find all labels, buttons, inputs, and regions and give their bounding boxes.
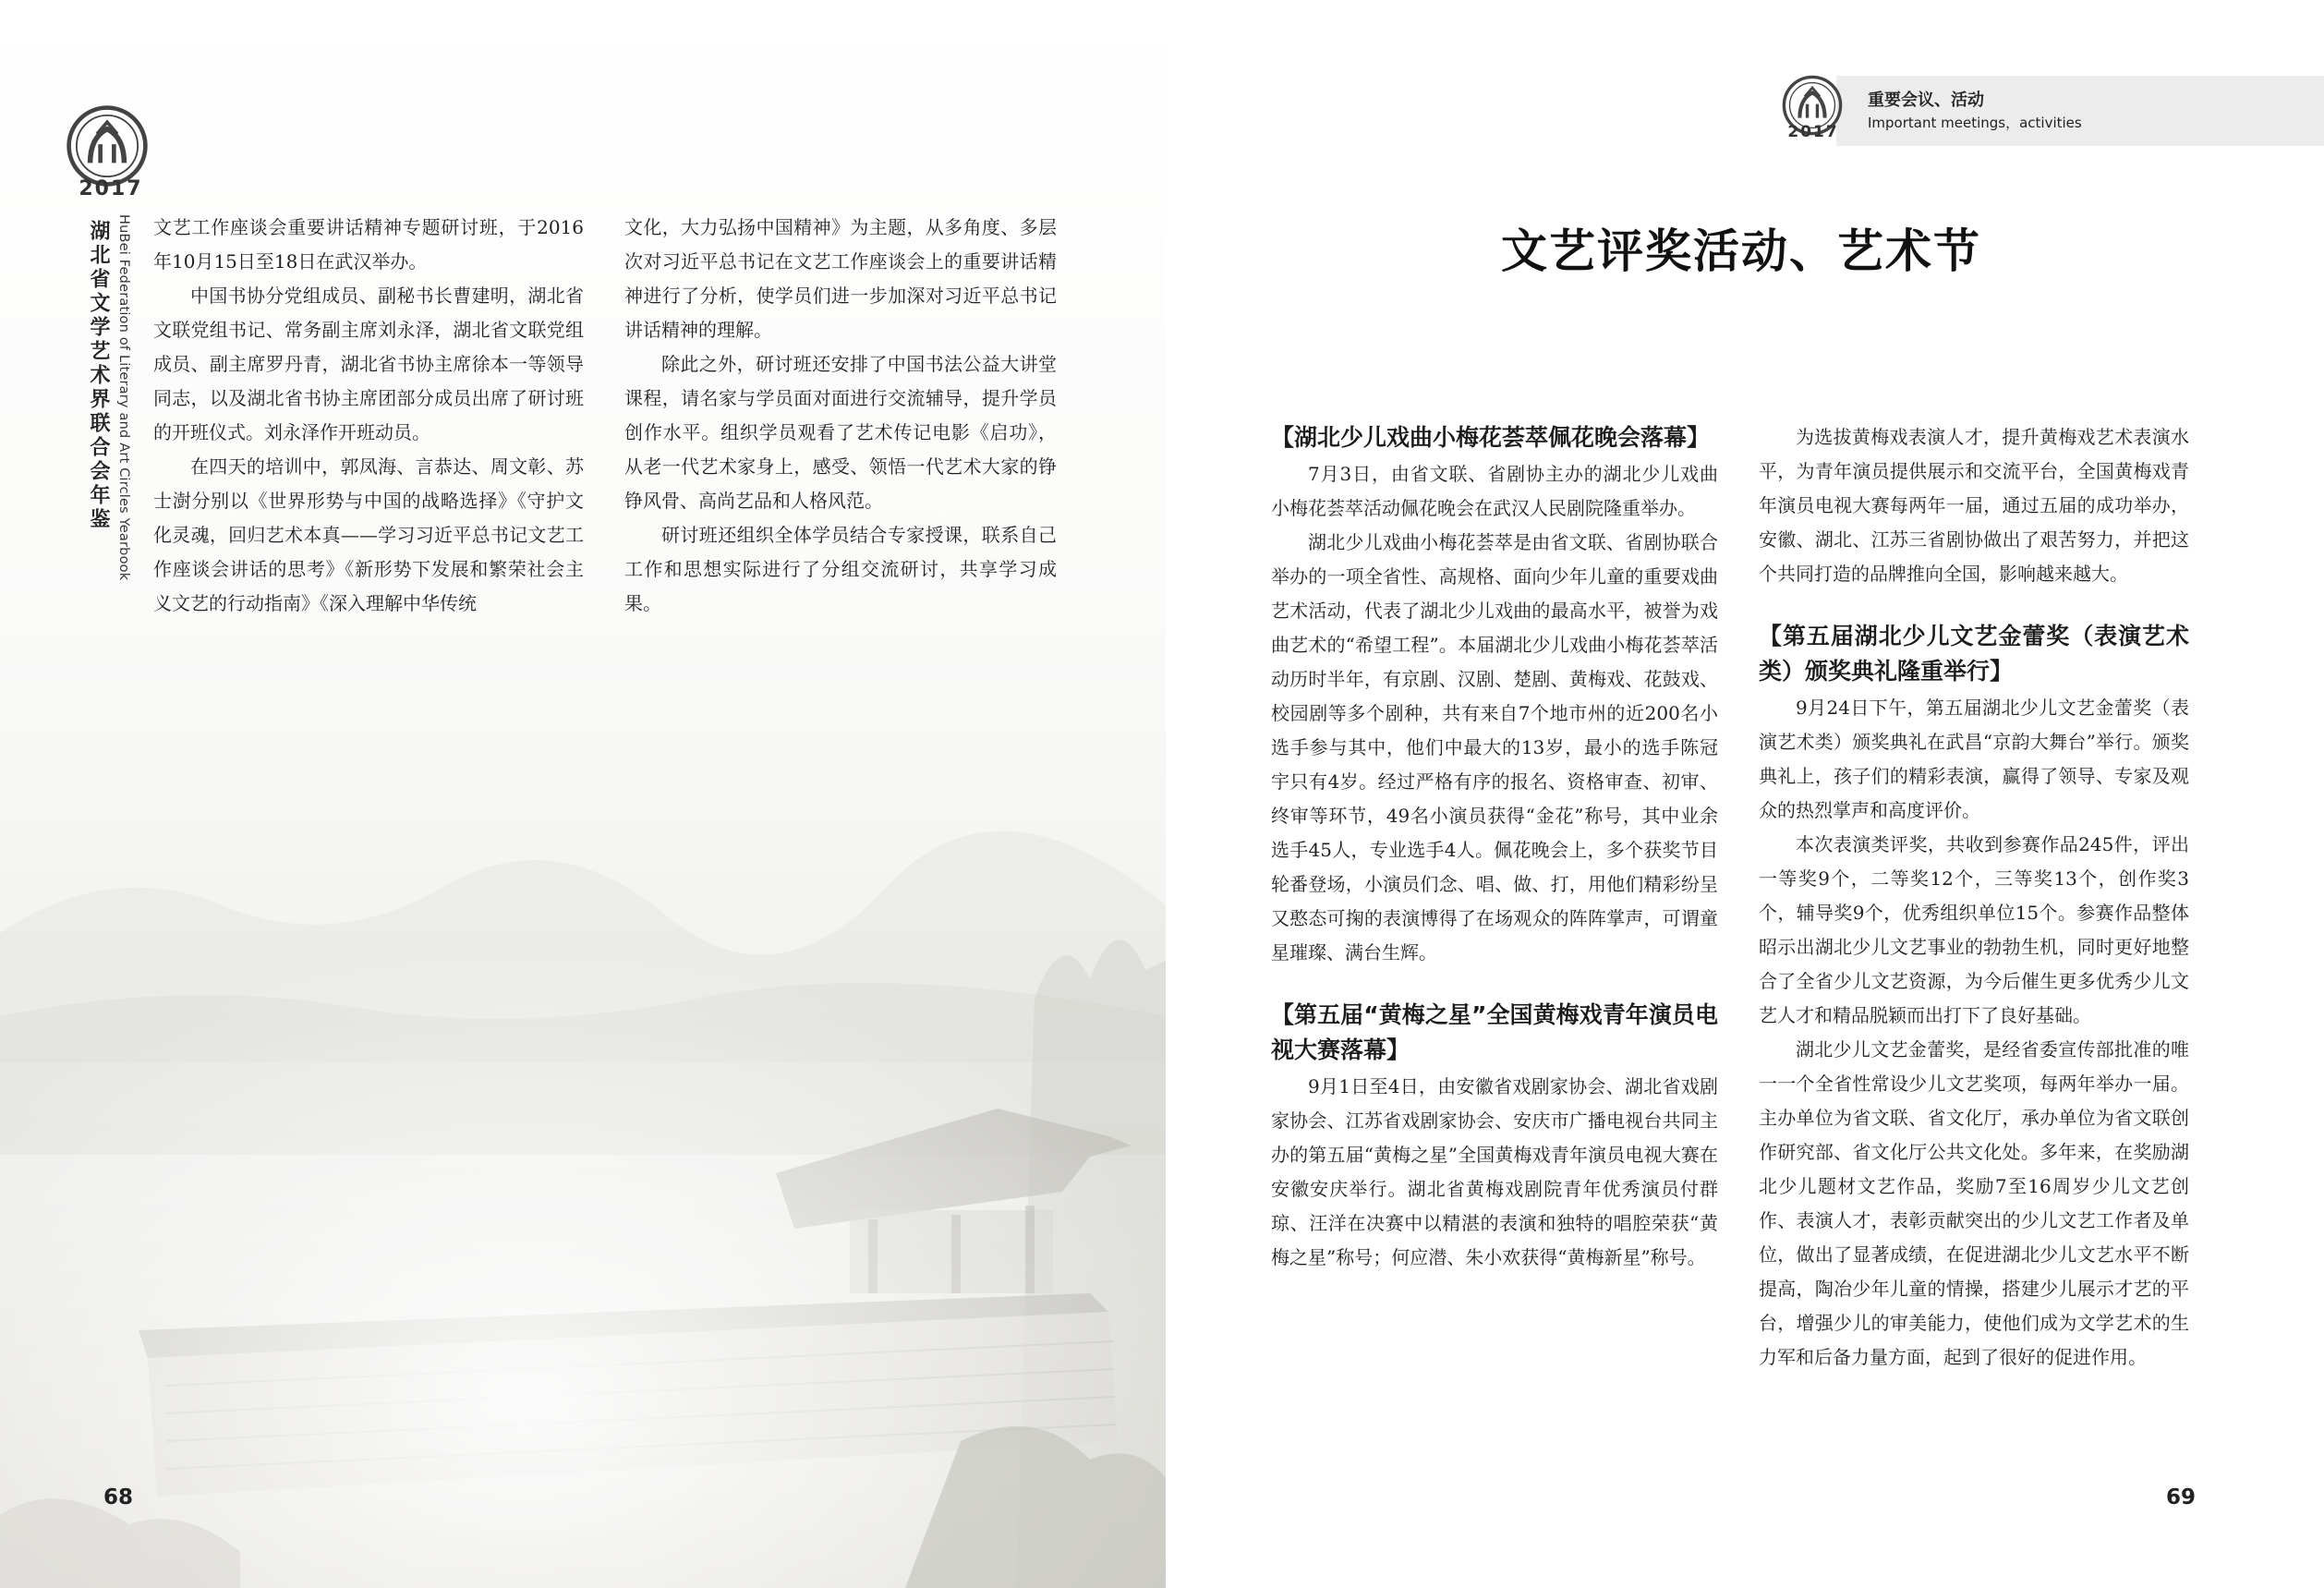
paragraph: 湖北少儿文艺金蕾奖，是经省委宣传部批准的唯一一个全省性常设少儿文艺奖项，每两年举办一届。主办单位为省文联、省文化厅，承办单位为省文联创作研究部、省文化厅公共文化处。多年来，在奖励湖北少儿题材文艺作品，奖励7至16周岁少儿文艺创作、表演人才，表彰贡献突出的少儿文艺工作者及单位，做出了显著成绩，在促进湖北少儿文艺水平不断提高，陶冶少年儿童的情操，搭建少儿展示才艺的平台，增强少儿的审美能力，使他们成为文学艺术的生力军和后备力量方面，起到了很好的促进作用。 xyxy=(1759,1038,2189,1368)
section-header-zh: 重要会议、活动 xyxy=(1868,91,1984,110)
paragraph: 除此之外，研讨班还安排了中国书法公益大讲堂课程，请名家与学员面对面进行交流辅导，提升学员创作水平。组织学员观看了艺术传记电影《启功》，从老一代艺术家身上，感受、领悟一代艺术大家的铮铮风骨、高尚艺品和人格风范。 xyxy=(624,353,1057,512)
paragraph: 7月3日，由省文联、省剧协主办的湖北少儿戏曲小梅花荟萃活动佩花晚会在武汉人民剧院隆重举办。 xyxy=(1271,463,1718,519)
left-text-column-2 xyxy=(624,211,1057,621)
page-title: 文艺评奖活动、艺术节 xyxy=(1501,224,1981,278)
paragraph: 文化，大力弘扬中国精神》为主题，从多角度、多层次对习近平总书记在文艺工作座谈会上的重要讲话精神进行了分析，使学员们进一步加深对习近平总书记讲话精神的理解。 xyxy=(624,216,1057,341)
paragraph: 为选拔黄梅戏表演人才，提升黄梅戏艺术表演水平，为青年演员提供展示和交流平台，全国黄梅戏青年演员电视大赛每两年一届，通过五届的成功举办，安徽、湖北、江苏三省剧协做出了艰苦努力，并把这个共同打造的品牌推向全国，影响越来越大。 xyxy=(1759,426,2189,585)
left-text-column-1 xyxy=(153,211,584,621)
paragraph: 研讨班还组织全体学员结合专家授课，联系自己工作和思想实际进行了分组交流研讨，共享学习成果。 xyxy=(624,524,1057,614)
year-label: 2017 xyxy=(1787,123,1839,141)
section-header-en: Important meetings，activities xyxy=(1868,115,2082,131)
article-heading: 【湖北少儿戏曲小梅花荟萃佩花晚会落幕】 xyxy=(1271,424,1711,451)
paragraph: 9月24日下午，第五届湖北少儿文艺金蕾奖（表演艺术类）颁奖典礼在武昌“京韵大舞台”举行。颁奖典礼上，孩子们的精彩表演，赢得了领导、专家及观众的热烈掌声和高度评价。 xyxy=(1759,697,2189,821)
paragraph: 本次表演类评奖，共收到参赛作品245件，评出一等奖9个，二等奖12个，三等奖13个，创作奖3个，辅导奖9个，优秀组织单位15个。参赛作品整体昭示出湖北少儿文艺事业的勃勃生机，同时更好地整合了全省少儿文艺资源，为今后催生更多优秀少儿文艺人才和精品脱颖而出打下了良好基础。 xyxy=(1759,833,2189,1026)
yearbook-title-en: HuBei Federation of Literary and Art Circles Yearbook xyxy=(116,214,131,581)
page-number-right: 69 xyxy=(2166,1485,2197,1509)
paragraph: 中国书协分党组成员、副秘书长曹建明，湖北省文联党组书记、常务副主席刘永泽，湖北省文联党组成员、副主席罗丹青，湖北省书协主席徐本一等领导同志，以及湖北省书协主席团部分成员出席了研讨班的开班仪式。刘永泽作开班动员。 xyxy=(153,285,584,443)
paragraph: 湖北少儿戏曲小梅花荟萃是由省文联、省剧协联合举办的一项全省性、高规格、面向少年儿童的重要戏曲艺术活动，代表了湖北少儿戏曲的最高水平，被誉为戏曲艺术的“希望工程”。本届湖北少儿戏曲小梅花荟萃活动历时半年，有京剧、汉剧、楚剧、黄梅戏、花鼓戏、校园剧等多个剧种，共有来自7个地市州的近200名小选手参与其中，他们中最大的13岁，最小的选手陈冠宇只有4岁。经过严格有序的报名、资格审查、初审、终审等环节，49名小演员获得“金花”称号，其中业余选手45人，专业选手4人。佩花晚会上，多个获奖节目轮番登场，小演员们念、唱、做、打，用他们精彩纷呈又憨态可掬的表演博得了在场观众的阵阵掌声，可谓童星璀璨、满台生辉。 xyxy=(1271,531,1718,964)
paragraph: 在四天的培训中，郭凤海、言恭达、周文彰、苏士澍分别以《世界形势与中国的战略选择》《守护文化灵魂，回归艺术本真——学习习近平总书记文艺工作座谈会讲话的思考》《新形势下发展和繁荣社会主义文艺的行动指南》《深入理解中华传统 xyxy=(153,455,584,614)
article-heading: 【第五届“黄梅之星”全国黄梅戏青年演员电视大赛落幕】 xyxy=(1271,1001,1718,1063)
year-label: 2017 xyxy=(79,177,143,200)
right-text-column-1 xyxy=(1271,420,1718,1275)
paragraph: 文艺工作座谈会重要讲话精神专题研讨班，于2016年10月15日至18日在武汉举办。 xyxy=(153,216,584,273)
right-text-column-2 xyxy=(1759,420,2189,1375)
article-heading: 【第五届湖北少儿文艺金蕾奖（表演艺术类）颁奖典礼隆重举行】 xyxy=(1759,623,2189,685)
federation-logo xyxy=(65,103,150,188)
yearbook-title-zh: 湖北省文学艺术界联合会年鉴 xyxy=(87,220,111,532)
page-number-left: 68 xyxy=(103,1485,134,1509)
paragraph: 9月1日至4日，由安徽省戏剧家协会、湖北省戏剧家协会、江苏省戏剧家协会、安庆市广播电视台共同主办的第五届“黄梅之星”全国黄梅戏青年演员电视大赛在安徽安庆举行。湖北省黄梅戏剧院青年优秀演员付群琼、汪洋在决赛中以精湛的表演和独特的唱腔荣获“黄梅之星”称号；何应潜、朱小欢获得“黄梅新星”称号。 xyxy=(1271,1075,1718,1268)
